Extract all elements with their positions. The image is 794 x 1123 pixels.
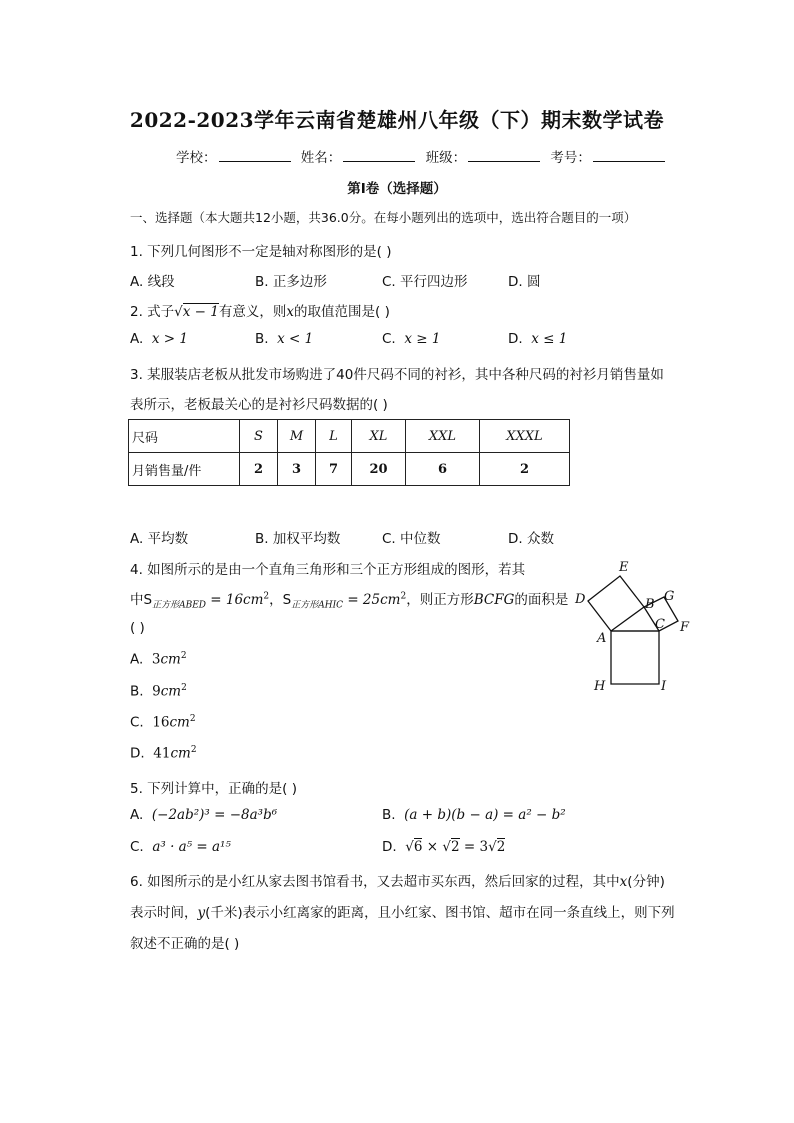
q5-stem: 5. 下列计算中，正确的是( ) <box>130 781 297 797</box>
table-cell: XXL <box>406 420 480 453</box>
q2-stem-suffix: 有意义，则 <box>218 304 287 320</box>
q4-geometry-figure <box>566 556 706 696</box>
q6-stem-line2: 表示时间，y(千米)表示小红离家的距离，且小红家、图书馆、超市在同一条直线上，则下列 <box>130 905 675 921</box>
label-h: H <box>594 679 606 694</box>
class-blank[interactable] <box>468 149 540 162</box>
student-info-row <box>176 146 671 166</box>
q4-stem-line1: 4. 如图所示的是由一个直角三角形和三个正方形组成的图形，若其 <box>130 562 526 578</box>
q4-option-c[interactable]: C. $16cm^2$ <box>130 714 196 731</box>
part-one-heading: 一、选择题（本大题共12小题，共36.0分。在每小题列出的选项中，选出符合题目的一项） <box>130 210 637 225</box>
q2-radicand: x − 1 <box>182 304 219 320</box>
label-g: G <box>664 589 675 604</box>
q2-stem <box>130 300 390 320</box>
q4-sub2: 正方形AHIC <box>291 600 344 611</box>
label-f: F <box>680 620 690 635</box>
table-cell: 6 <box>406 453 480 486</box>
q2-stem-end: 的取值范围是( ) <box>294 304 390 320</box>
q2-option-b[interactable]: B. x < 1 <box>255 331 314 347</box>
table-cell: L <box>316 420 352 453</box>
q4-sub1: 正方形ABED <box>152 600 206 611</box>
q6-stem-line3: 叙述不正确的是( ) <box>130 936 240 952</box>
q4-stem-line3: ( ) <box>130 620 145 636</box>
q3-option-d[interactable]: D. 众数 <box>508 531 554 547</box>
number-blank[interactable] <box>593 149 665 162</box>
label-b: B <box>645 597 655 612</box>
table-cell: 2 <box>480 453 570 486</box>
label-c: C <box>655 617 665 632</box>
q4-option-b[interactable]: B. $9cm^2$ <box>130 683 187 700</box>
q3-option-b[interactable]: B. 加权平均数 <box>255 531 341 547</box>
table-cell: XL <box>352 420 406 453</box>
q1-option-c[interactable]: C. 平行四边形 <box>382 274 468 290</box>
table-row <box>129 420 570 453</box>
q4-option-a[interactable]: A. $3cm^2$ <box>130 651 187 668</box>
q3-stem-line2: 表所示，老板最关心的是衬衫尺码数据的( ) <box>130 397 388 413</box>
q4-stem-line2: 中$S_{正方形ABED} = 16cm^2$，$S_{正方形AHIC} = 25cm^2$，则正方形BCFG的面积是 <box>130 591 569 611</box>
q2-var: x <box>286 304 295 320</box>
table-cell: 7 <box>316 453 352 486</box>
q1-option-d[interactable]: D. 圆 <box>508 274 541 290</box>
q2-option-d[interactable]: D. x ≤ 1 <box>508 331 568 347</box>
section-title: 第I卷（选择题） <box>347 181 447 197</box>
q3-option-c[interactable]: C. 中位数 <box>382 531 441 547</box>
label-a: A <box>597 631 607 646</box>
table-header-label: 尺码 <box>129 420 240 453</box>
q3-stem-line1: 3. 某服装店老板从批发市场购进了40件尺码不同的衬衫，其中各种尺码的衬衫月销售量如 <box>130 367 664 383</box>
label-d: D <box>575 592 586 607</box>
sqrt-sign: √ <box>174 304 183 320</box>
table-cell: 3 <box>278 453 316 486</box>
class-label: 班级： <box>425 150 467 166</box>
table-row-label: 月销售量/件 <box>129 453 240 486</box>
q5-option-c[interactable]: C. a³ · a⁵ = a¹⁵ <box>130 839 231 855</box>
q1-option-a[interactable]: A. 线段 <box>130 274 175 290</box>
q6-stem-line1: 6. 如图所示的是小红从家去图书馆看书，又去超市买东西，然后回家的过程，其中x(分钟) <box>130 874 665 890</box>
q4-option-d[interactable]: D. $41cm^2$ <box>130 745 197 762</box>
school-label: 学校： <box>176 150 217 166</box>
table-cell: M <box>278 420 316 453</box>
exam-title: 2022-2023学年云南省楚雄州八年级（下）期末数学试卷 <box>129 108 665 132</box>
q3-option-a[interactable]: A. 平均数 <box>130 531 189 547</box>
label-i: I <box>661 679 667 694</box>
number-label: 考号： <box>550 150 591 166</box>
table-cell: S <box>240 420 278 453</box>
q1-option-b[interactable]: B. 正多边形 <box>255 274 327 290</box>
label-e: E <box>619 560 629 575</box>
q2-option-a[interactable]: A. x > 1 <box>130 331 188 347</box>
square-ahic <box>611 631 659 684</box>
school-blank[interactable] <box>219 149 291 162</box>
size-sales-table <box>128 419 570 486</box>
table-cell: 2 <box>240 453 278 486</box>
table-cell: XXXL <box>480 420 570 453</box>
q1-stem: 1. 下列几何图形不一定是轴对称图形的是( ) <box>130 244 392 260</box>
q2-option-c[interactable]: C. x ≥ 1 <box>382 331 441 347</box>
q2-stem-prefix: 2. 式子 <box>130 304 175 320</box>
q5-option-b[interactable]: B. (a + b)(b − a) = a² − b² <box>382 807 566 823</box>
table-row <box>129 453 570 486</box>
table-cell: 20 <box>352 453 406 486</box>
name-blank[interactable] <box>343 149 415 162</box>
q5-option-d[interactable]: D. √6 × √2 = 3√2 <box>382 839 506 855</box>
q5-option-a[interactable]: A. (−2ab²)³ = −8a³b⁶ <box>130 807 278 823</box>
name-label: 姓名： <box>300 150 342 166</box>
square-abed <box>588 576 644 631</box>
